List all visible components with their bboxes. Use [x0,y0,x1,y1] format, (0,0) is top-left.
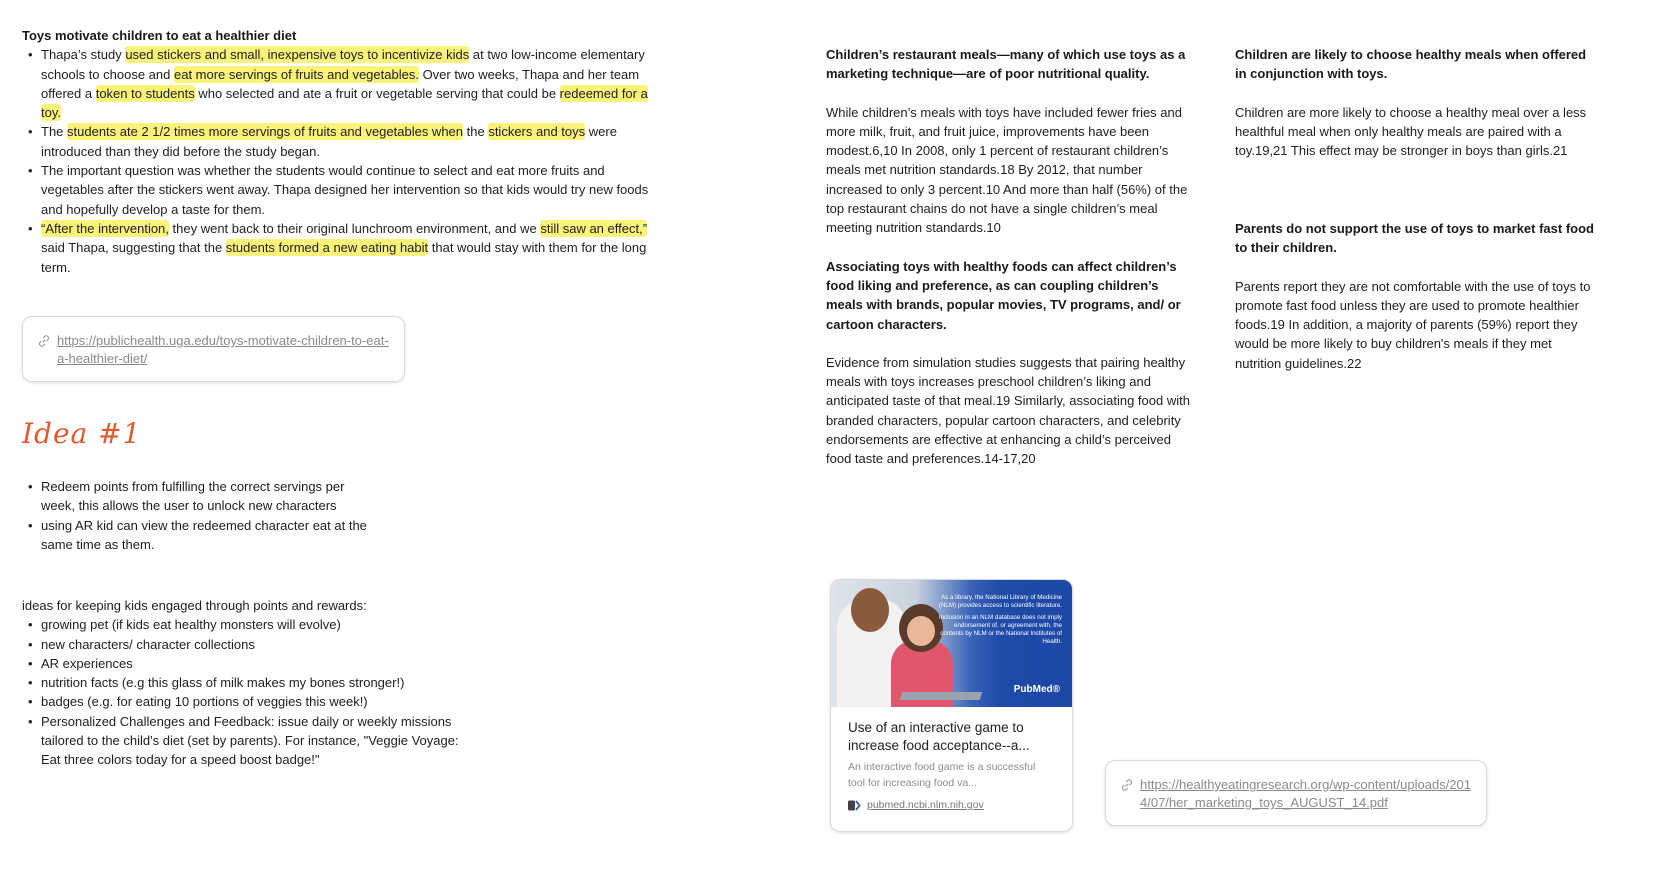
text-segment: they went back to their original lunchroom environment, and we [168,220,541,236]
photo-person-head [851,588,889,632]
research-column-1 [826,45,1191,469]
rewards-bullet: • growing pet (if kids eat healthy monsters will evolve) [22,615,472,634]
article-block [22,26,662,277]
text-segment: said Thapa, suggesting that the [41,240,226,256]
idea-bullet: • Redeem points from fulfilling the correct servings per week, this allows the user to unlock new characters [22,477,372,516]
rewards-bullet: • Personalized Challenges and Feedback: issue daily or weekly missions tailored to the child's diet (set by parents). For instance, "Veggie Voyage: Eat three colors today for a speed boost badge!" [22,712,472,770]
highlighted-text: “After the intervention, [41,220,169,236]
article-bullet [22,45,662,122]
research-heading: Children’s restaurant meals—many of which use toys as a marketing technique—are of poor nutritional quality. [826,47,1186,82]
article-bullet [22,122,662,161]
highlighted-text: students formed a new eating habit [225,240,429,256]
text-segment: were introduced than they did before the study began. [41,124,617,159]
highlighted-text: token to students [95,85,195,101]
link-url[interactable]: https://healthyeatingresearch.org/wp-content/uploads/2014/07/her_marketing_toys_AUGUST_14.pdf [1140,777,1471,810]
pubmed-card-description: An interactive food game is a successful tool for increasing food va... [848,761,1036,789]
text-segment: The [41,124,68,140]
idea-bullets [22,477,372,554]
rewards-bullet: • badges (e.g. for eating 10 portions of veggies this week!) [22,692,472,711]
idea-title: Idea #1 [22,417,142,450]
highlighted-text: eat more servings of fruits and vegetables. [173,66,419,82]
highlighted-text: redeemed for a toy. [41,85,648,121]
rewards-bullets [22,615,472,769]
link-url[interactable]: https://publichealth.uga.edu/toys-motivate-children-to-eat-a-healthier-diet/ [57,333,389,366]
highlighted-text: still saw an effect,” [540,220,648,236]
text-segment: The important question was whether the students would continue to select and eat more fruits and vegetables after the stickers went away. Thapa designed her intervention so that kids would try new foods and hopefully develop a taste for them. [41,163,649,217]
research-body: Children are more likely to choose a healthy meal over a less healthful meal when only healthy meals are paired with a toy.19,21 This effect may be stronger in boys than girls.21 [1235,104,1587,159]
research-body: While children’s meals with toys have included fewer fries and more milk, fruit, and fruit juice, improvements have been modest.6,10 In 2008, only 1 percent of restaurant children’s meals met nutrition standards.18 By 2012, that number increased to only 3 percent.10 And more than half (56%) of the top restaurant chains do not have a single children’s meal meeting nutrition standards.10 [826,104,1188,236]
research-heading: Associating toys with healthy foods can affect children’s food liking and preference, as can coupling children’s meals with brands, popular movies, TV programs, and/ or cartoon characters. [826,258,1181,332]
text-segment: that would stay with them for the long term. [41,240,647,275]
text-segment: who selected and ate a fruit or vegetable serving that could be [194,85,560,101]
pubmed-card-title[interactable]: Use of an interactive game to increase food acceptance--a... [848,720,1030,753]
source-url[interactable]: pubmed.ncbi.nlm.nih.gov [867,799,984,811]
text-segment: Over two weeks, Thapa and her team offered a [41,66,640,101]
highlighted-text: stickers and toys [488,124,586,140]
pubmed-favicon-icon [848,800,861,811]
photo-person-face [907,616,935,646]
idea-block [22,477,372,554]
rewards-intro: ideas for keeping kids engaged through points and rewards: [22,598,367,613]
research-body: Evidence from simulation studies suggests that pairing healthy meals with toys increases preschool children’s liking and anticipated taste of that meal.19 Similarly, associating food with branded characters, popular cartoon characters, and celebrity endorsements are effective at enhancing a child’s perceived food taste and preferences.14-17,20 [826,354,1190,467]
article-title: Toys motivate children to eat a healthier diet [22,28,297,43]
text-segment: Thapa’s study [41,47,126,63]
photo-laptop [900,692,983,700]
pubmed-card-source[interactable] [848,796,1055,815]
link-icon [1120,778,1134,792]
idea-bullet: • using AR kid can view the redeemed character eat at the same time as them. [22,516,372,555]
pubmed-thumbnail [831,580,1072,707]
text-segment: at two low-income elementary schools to choose and [41,47,645,82]
rewards-bullet: • nutrition facts (e.g this glass of milk makes my bones stronger!) [22,673,472,692]
research-body: Parents report they are not comfortable with the use of toys to promote fast food unless they are used to promote healthier foods.19 In addition, a majority of parents (59%) report they would be more likely to buy children's meals if they met nutrition guidelines.22 [1235,278,1591,371]
research-column-2 [1235,45,1600,160]
article-bullet [22,219,662,277]
pubmed-link-card[interactable] [830,579,1073,832]
highlighted-text: used stickers and small, inexpensive toys to incentivize kids [125,47,470,63]
article-bullet [22,161,662,219]
highlighted-text: students ate 2 1/2 times more servings of fruits and vegetables when [67,124,464,140]
link-icon [37,334,51,348]
research-column-2b [1235,219,1600,373]
rewards-bullet: • new characters/ character collections [22,635,472,654]
rewards-block [22,596,472,770]
rewards-bullet: • AR experiences [22,654,472,673]
text-segment: the [463,124,489,140]
thumbnail-disclaimer: As a library, the National Library of Medicine (NLM) provides access to scientific literature. Inclusion in an NLM database does not imply endorsement of, or agreement with, the contents by NLM or the National Institutes of Health. [938,594,1062,645]
link-card-publichealth[interactable] [22,316,405,382]
link-card-healthyeatingresearch[interactable] [1105,760,1487,826]
article-bullets [22,45,662,277]
research-heading: Children are likely to choose healthy meals when offered in conjunction with toys. [1235,47,1587,82]
research-heading: Parents do not support the use of toys to market fast food to their children. [1235,221,1594,256]
pubmed-logo: PubMed® [1013,683,1060,695]
